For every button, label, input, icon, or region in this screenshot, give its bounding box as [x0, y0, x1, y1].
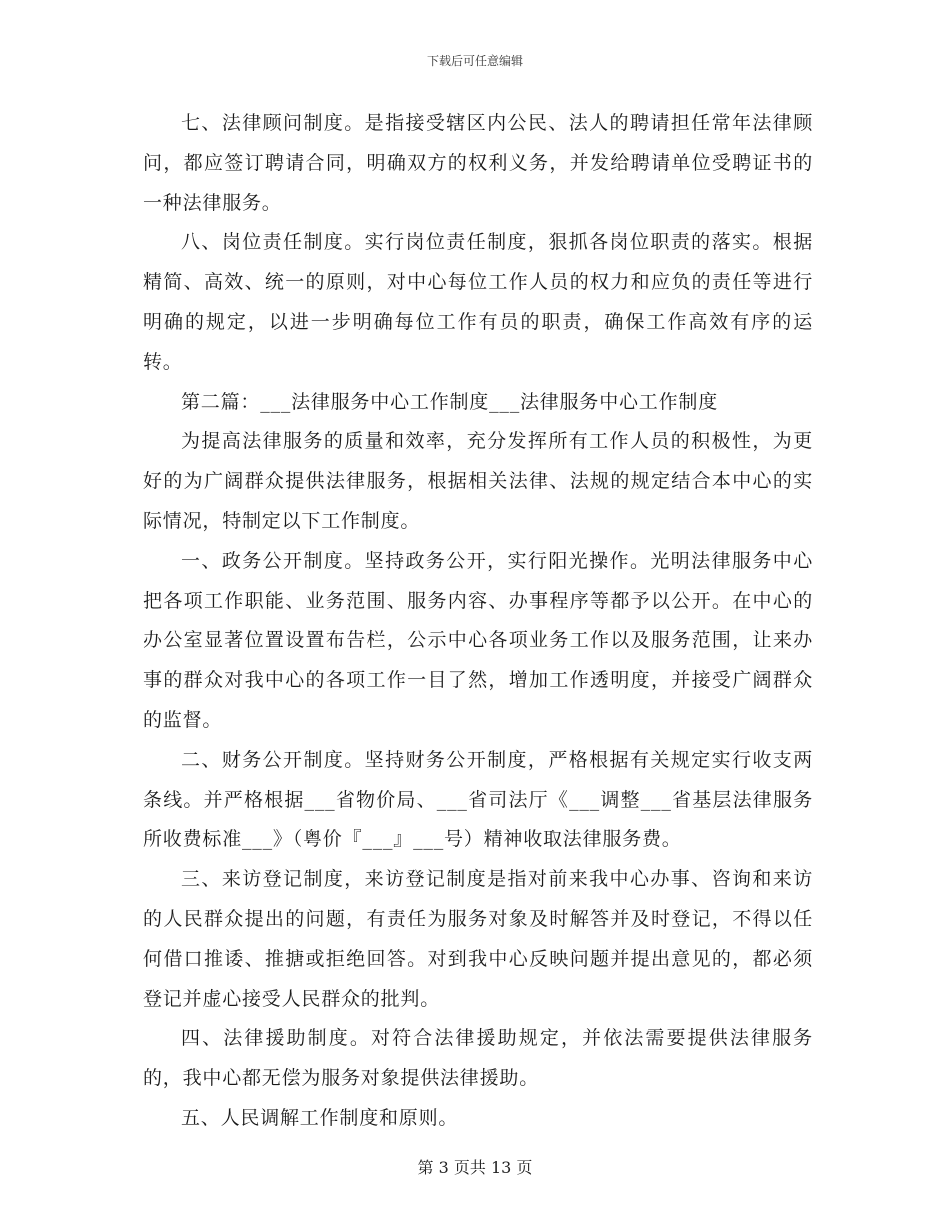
- section-title-part-two: 第二篇：___法律服务中心工作制度___法律服务中心工作制度: [181, 390, 719, 413]
- page-header-note: 下载后可任意编辑: [426, 54, 523, 68]
- paragraph-legal-aid: 四、法律援助制度。对符合法律援助规定，并依法需要提供法律服务的，我中心都无偿为服务对象提供法律援助。: [143, 1027, 813, 1090]
- paragraph-government-affairs-disclosure: 一、政务公开制度。坚持政务公开，实行阳光操作。光明法律服务中心把各项工作职能、业务范围、服务内容、办事程序等都予以公开。在中心的办公室显著位置设置布告栏，公示中心各项业务工作以及服务范围，让来办事的群众对我中心的各项工作一目了然，增加工作透明度，并接受广阔群众的监督。: [143, 549, 813, 731]
- paragraph-introduction: 为提高法律服务的质量和效率，充分发挥所有工作人员的积极性，为更好的为广阔群众提供法律服务，根据相关法律、法规的规定结合本中心的实际情况，特制定以下工作制度。: [143, 430, 813, 532]
- page-number: 第 3 页共 13 页: [417, 1158, 533, 1177]
- paragraph-mediation-principles: 五、人民调解工作制度和原则。: [181, 1106, 459, 1129]
- document-body: [143, 104, 813, 1139]
- paragraph-visitor-registration: 三、来访登记制度，来访登记制度是指对前来我中心办事、咨询和来访的人民群众提出的问题，有责任为服务对象及时解答并及时登记，不得以任何借口推诿、推搪或拒绝回答。对到我中心反映问题并提出意见的，都必须登记并虚心接受人民群众的批判。: [143, 868, 813, 1010]
- paragraph-legal-counsel-system: 七、法律顾问制度。是指接受辖区内公民、法人的聘请担任常年法律顾问，都应签订聘请合同，明确双方的权利义务，并发给聘请单位受聘证书的一种法律服务。: [143, 112, 813, 214]
- paragraph-post-responsibility-system: 八、岗位责任制度。实行岗位责任制度，狠抓各岗位职责的落实。根据精简、高效、统一的原则，对中心每位工作人员的权力和应负的责任等进行明确的规定，以进一步明确每位工作有员的职责，确保工作高效有序的运转。: [143, 231, 813, 373]
- paragraph-financial-disclosure: 二、财务公开制度。坚持财务公开制度，严格根据有关规定实行收支两条线。并严格根据___省物价局、___省司法厅《___调整___省基层法律服务所收费标准___》（粤价『___』___号）精神收取法律服务费。: [143, 748, 813, 851]
